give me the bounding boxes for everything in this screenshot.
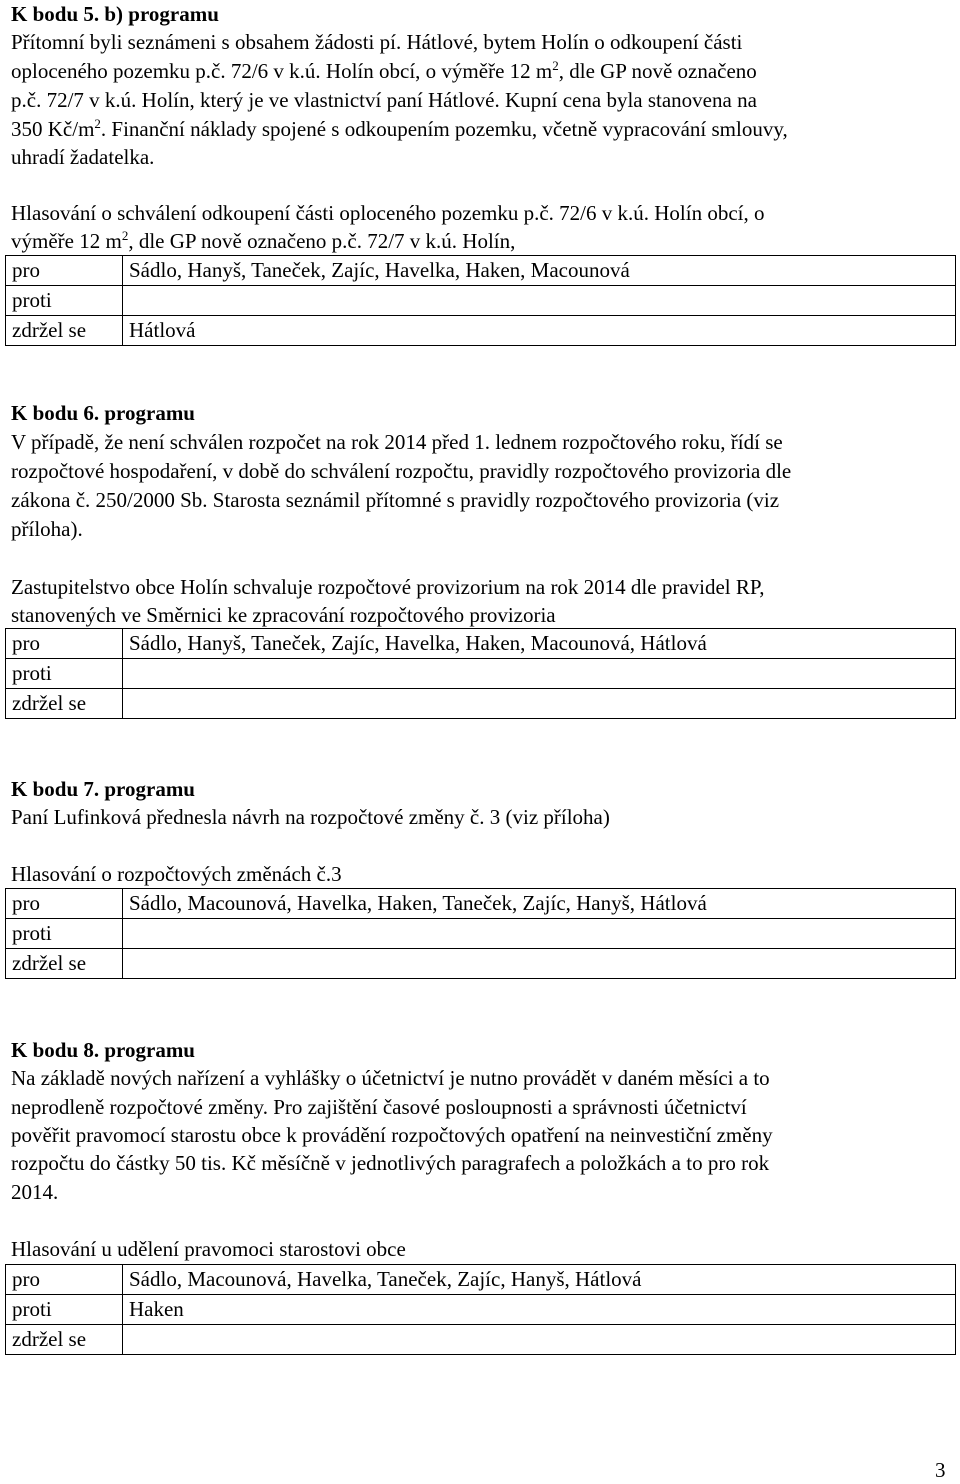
vote-value	[123, 919, 956, 949]
vote-table	[5, 1264, 956, 1355]
superscript: 2	[94, 116, 101, 131]
paragraph-line: oploceného pozemku p.č. 72/6 v k.ú. Holín obcí, o výměře 12 $m^2$, dle GP nově označeno	[11, 58, 757, 83]
vote-table	[5, 255, 956, 346]
vote-value: Sádlo, Hanyš, Taneček, Zajíc, Havelka, Haken, Macounová, Hátlová	[123, 629, 956, 659]
resolution-line: Zastupitelstvo obce Holín schvaluje rozpočtové provizorium na rok 2014 dle pravidel RP,	[11, 575, 765, 599]
vote-title: Hlasování o schválení odkoupení části oploceného pozemku p.č. 72/6 v k.ú. Holín obcí, o	[11, 201, 765, 225]
table-row	[6, 629, 956, 659]
paragraph-line: 350 $Kč/m^2$. Finanční náklady spojené s odkoupením pozemku, včetně vypracování smlouvy,	[11, 116, 788, 141]
vote-value: Haken	[123, 1295, 956, 1325]
table-row	[6, 1265, 956, 1295]
table-row	[6, 316, 956, 346]
table-row	[6, 949, 956, 979]
paragraph-line: uhradí žadatelka.	[11, 145, 155, 169]
table-row	[6, 659, 956, 689]
paragraph-line: 2014.	[11, 1180, 59, 1204]
table-row	[6, 689, 956, 719]
vote-label: zdržel se	[6, 1325, 123, 1355]
vote-value	[123, 1325, 956, 1355]
vote-value: Sádlo, Macounová, Havelka, Haken, Taneček, Zajíc, Hanyš, Hátlová	[123, 889, 956, 919]
vote-value	[123, 286, 956, 316]
vote-value: Hátlová	[123, 316, 956, 346]
paragraph-line: Přítomní byli seznámeni s obsahem žádosti pí. Hátlové, bytem Holín o odkoupení části	[11, 30, 743, 54]
vote-value	[123, 659, 956, 689]
vote-value	[123, 949, 956, 979]
paragraph-line: Paní Lufinková přednesla návrh na rozpočtové změny č. 3 (viz příloha)	[11, 805, 610, 829]
paragraph-line: rozpočtové hospodaření, v době do schválení rozpočtu, pravidly rozpočtového provizoria dle	[11, 459, 792, 483]
paragraph-line: zákona č. 250/2000 Sb. Starosta seznámil přítomné s pravidly rozpočtového provizoria (viz	[11, 488, 780, 512]
vote-value: Sádlo, Macounová, Havelka, Taneček, Zajíc, Hanyš, Hátlová	[123, 1265, 956, 1295]
superscript: 2	[552, 58, 559, 73]
vote-label: pro	[6, 629, 123, 659]
paragraph-line: p.č. 72/7 v k.ú. Holín, který je ve vlastnictví paní Hátlové. Kupní cena byla stanovena na	[11, 88, 757, 112]
vote-label: proti	[6, 1295, 123, 1325]
vote-label: zdržel se	[6, 316, 123, 346]
vote-label: pro	[6, 889, 123, 919]
table-row	[6, 1325, 956, 1355]
vote-label: proti	[6, 659, 123, 689]
vote-label: pro	[6, 256, 123, 286]
paragraph-line: Na základě nových nařízení a vyhlášky o účetnictví je nutno provádět v daném měsíci a to	[11, 1066, 770, 1090]
vote-title: výměře 12 $m^2$, dle GP nově označeno p.č. 72/7 v k.ú. Holín,	[11, 228, 516, 253]
vote-value	[123, 689, 956, 719]
table-row	[6, 919, 956, 949]
section-5-heading: K bodu 5. b) programu	[11, 2, 219, 26]
paragraph-line: rozpočtu do částky 50 tis. Kč měsíčně v jednotlivých paragrafech a položkách a to pro rok	[11, 1151, 770, 1175]
vote-label: zdržel se	[6, 949, 123, 979]
table-row	[6, 889, 956, 919]
vote-label: proti	[6, 286, 123, 316]
table-row	[6, 286, 956, 316]
vote-title: Hlasování u udělení pravomoci starostovi obce	[11, 1237, 406, 1261]
vote-table	[5, 888, 956, 979]
page-number: 3	[935, 1458, 946, 1482]
vote-table	[5, 628, 956, 719]
paragraph-line: neprodleně rozpočtové změny. Pro zajištění časové posloupnosti a správnosti účetnictví	[11, 1095, 747, 1119]
paragraph-line: pověřit pravomocí starostu obce k provádění rozpočtových opatření na neinvestiční změny	[11, 1123, 773, 1147]
vote-title: Hlasování o rozpočtových změnách č.3	[11, 862, 342, 886]
table-row	[6, 256, 956, 286]
vote-label: proti	[6, 919, 123, 949]
resolution-line: stanovených ve Směrnici ke zpracování rozpočtového provizoria	[11, 603, 556, 627]
vote-value: Sádlo, Hanyš, Taneček, Zajíc, Havelka, Haken, Macounová	[123, 256, 956, 286]
vote-label: zdržel se	[6, 689, 123, 719]
section-7-heading: K bodu 7. programu	[11, 777, 195, 801]
superscript: 2	[121, 228, 129, 243]
section-6-heading: K bodu 6. programu	[11, 401, 195, 425]
vote-label: pro	[6, 1265, 123, 1295]
paragraph-line: V případě, že není schválen rozpočet na rok 2014 před 1. lednem rozpočtového roku, řídí se	[11, 430, 783, 454]
table-row	[6, 1295, 956, 1325]
section-8-heading: K bodu 8. programu	[11, 1038, 195, 1062]
paragraph-line: příloha).	[11, 517, 83, 541]
